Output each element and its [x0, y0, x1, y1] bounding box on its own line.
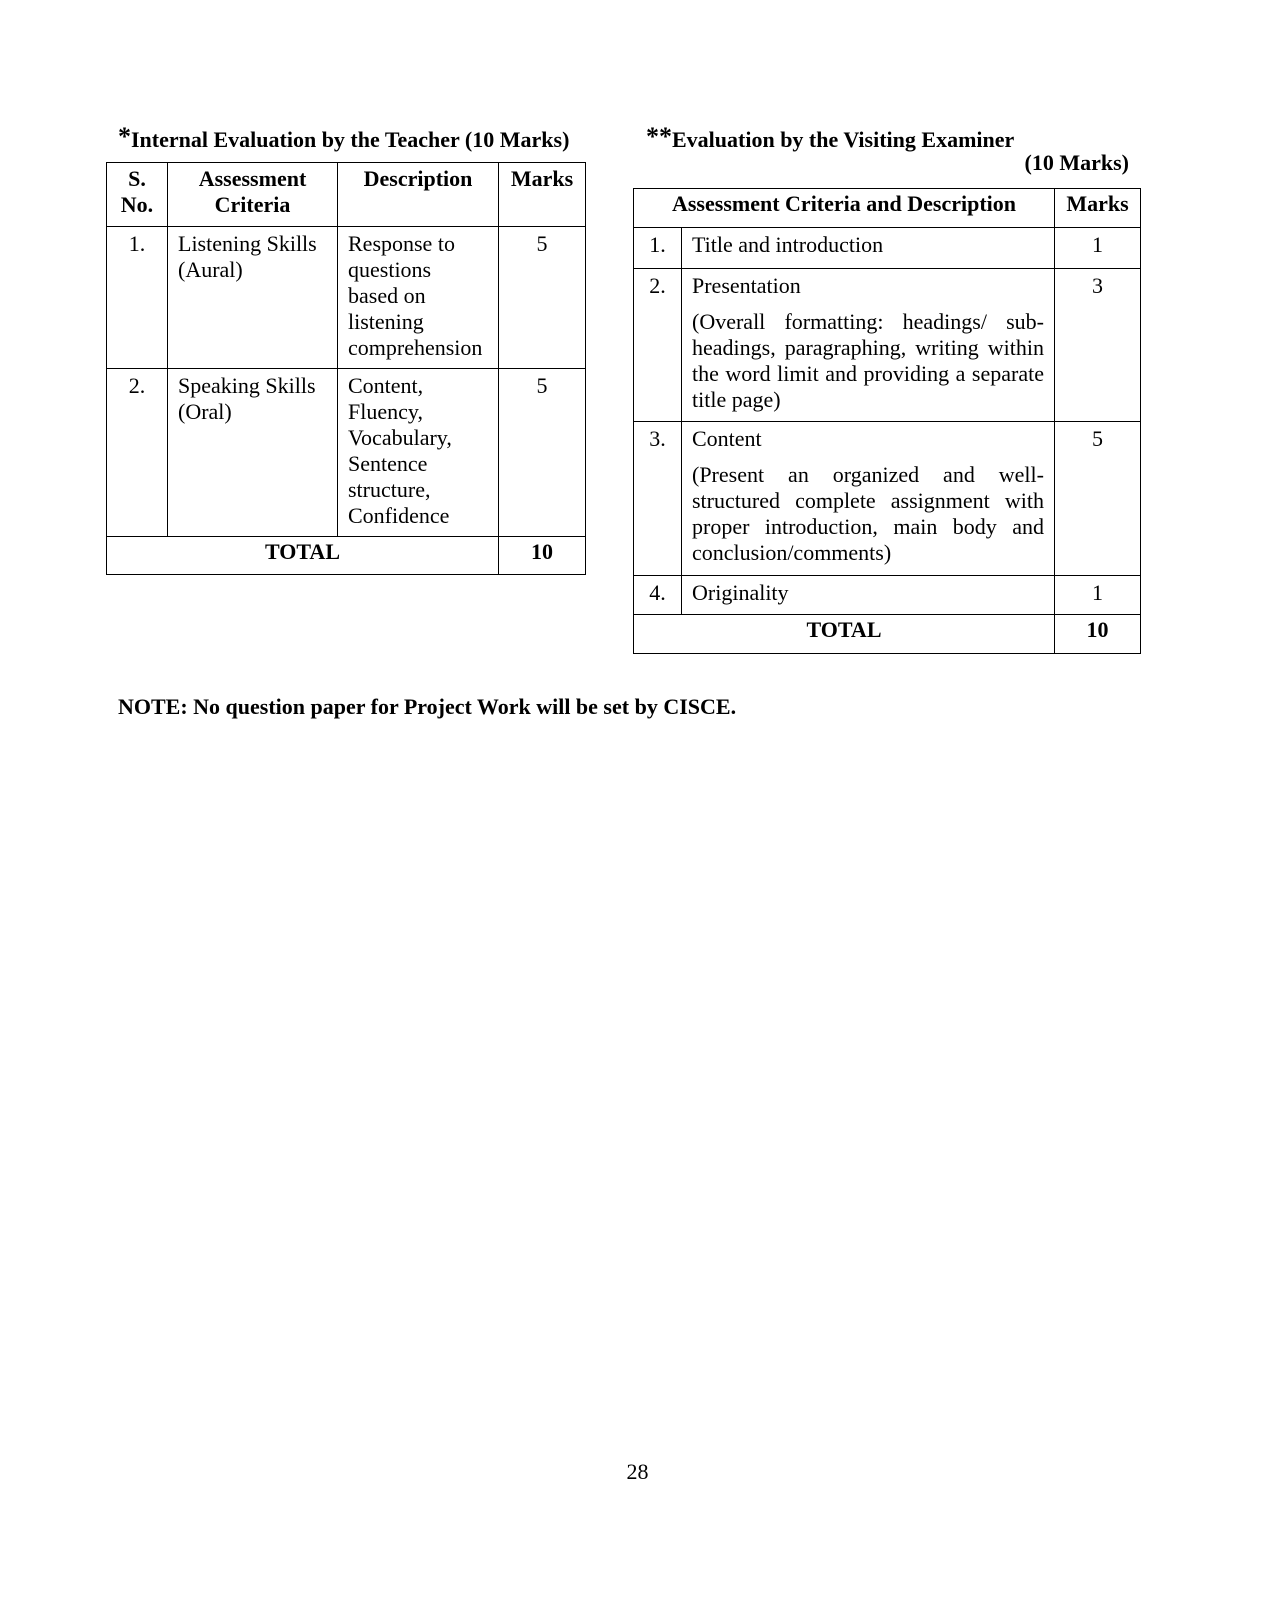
- row-criteria: [168, 369, 338, 537]
- row-marks: 3: [1055, 269, 1141, 422]
- row-criteria: [682, 422, 1055, 576]
- row-sno: 2.: [107, 369, 168, 537]
- right-section-subtitle: (10 Marks): [1024, 150, 1129, 175]
- total-label: TOTAL: [107, 537, 499, 575]
- criteria-header-line2: Criteria: [214, 192, 291, 217]
- total-label: TOTAL: [634, 615, 1055, 654]
- description-line: listening: [348, 309, 424, 334]
- table-header-row: [634, 189, 1141, 228]
- table-header-row: [107, 163, 586, 227]
- row-sno: 1.: [107, 227, 168, 369]
- row-title: Title and introduction: [682, 228, 1055, 269]
- description-line: Sentence: [348, 451, 428, 476]
- row-marks: 5: [499, 227, 586, 369]
- description-header: Description: [338, 163, 499, 227]
- row-description: [338, 227, 499, 369]
- table-row: [107, 227, 586, 369]
- left-section-title: [118, 122, 569, 153]
- description-line: based on: [348, 283, 426, 308]
- row-description: [338, 369, 499, 537]
- criteria-header: [168, 163, 338, 227]
- examiner-evaluation-table: [633, 188, 1141, 654]
- criteria-header-line1: Assessment: [198, 166, 307, 191]
- description-line: questions: [348, 257, 432, 282]
- total-marks: 10: [499, 537, 586, 575]
- page-number: 28: [626, 1459, 649, 1484]
- criteria-line: Speaking Skills: [178, 373, 316, 398]
- table-row: [634, 576, 1141, 615]
- description-line: Content,: [348, 373, 424, 398]
- criteria-header: Assessment Criteria and Description: [634, 189, 1055, 228]
- row-title: Content: [692, 426, 762, 451]
- sno-header-line2: No.: [120, 192, 154, 217]
- total-row: [634, 615, 1141, 654]
- description-line: Confidence: [348, 503, 450, 528]
- table-row: [634, 422, 1141, 576]
- row-criteria: [682, 269, 1055, 422]
- row-marks: 1: [1055, 576, 1141, 615]
- right-section-title: [646, 122, 1014, 153]
- row-sno: 3.: [634, 422, 682, 576]
- description-line: Response to: [348, 231, 455, 256]
- description-line: Fluency,: [348, 399, 423, 424]
- description-line: Vocabulary,: [348, 425, 452, 450]
- left-title-text: Internal Evaluation by the Teacher (10 Marks): [131, 127, 570, 152]
- row-sno: 2.: [634, 269, 682, 422]
- sno-header: [107, 163, 168, 227]
- teacher-evaluation-table: [106, 162, 586, 575]
- row-sno: 4.: [634, 576, 682, 615]
- marks-header: Marks: [499, 163, 586, 227]
- row-title: Presentation: [692, 273, 801, 298]
- row-marks: 1: [1055, 228, 1141, 269]
- row-detail: (Overall formatting: headings/ sub-headings, paragraphing, writing within the word limit and providing a separate title page): [692, 309, 1044, 412]
- sno-header-line1: S.: [128, 166, 146, 191]
- table-row: [634, 269, 1141, 422]
- description-line: comprehension: [348, 335, 483, 360]
- right-title-text: Evaluation by the Visiting Examiner: [672, 127, 1015, 152]
- criteria-line: (Oral): [178, 399, 232, 424]
- description-line: structure,: [348, 477, 431, 502]
- note-text: NOTE: No question paper for Project Work will be set by CISCE.: [118, 694, 737, 719]
- row-marks: 5: [1055, 422, 1141, 576]
- criteria-line: (Aural): [178, 257, 243, 282]
- row-title: Originality: [682, 576, 1055, 615]
- row-sno: 1.: [634, 228, 682, 269]
- table-row: [107, 369, 586, 537]
- row-detail: (Present an organized and well-structured complete assignment with proper introduction, main body and conclusion/comments): [692, 462, 1044, 565]
- row-marks: 5: [499, 369, 586, 537]
- row-criteria: [168, 227, 338, 369]
- total-row: [107, 537, 586, 575]
- table-row: [634, 228, 1141, 269]
- total-marks: 10: [1055, 615, 1141, 654]
- title-marker: *: [118, 122, 131, 151]
- marks-header: Marks: [1055, 189, 1141, 228]
- criteria-line: Listening Skills: [178, 231, 317, 256]
- title-marker: **: [646, 122, 672, 151]
